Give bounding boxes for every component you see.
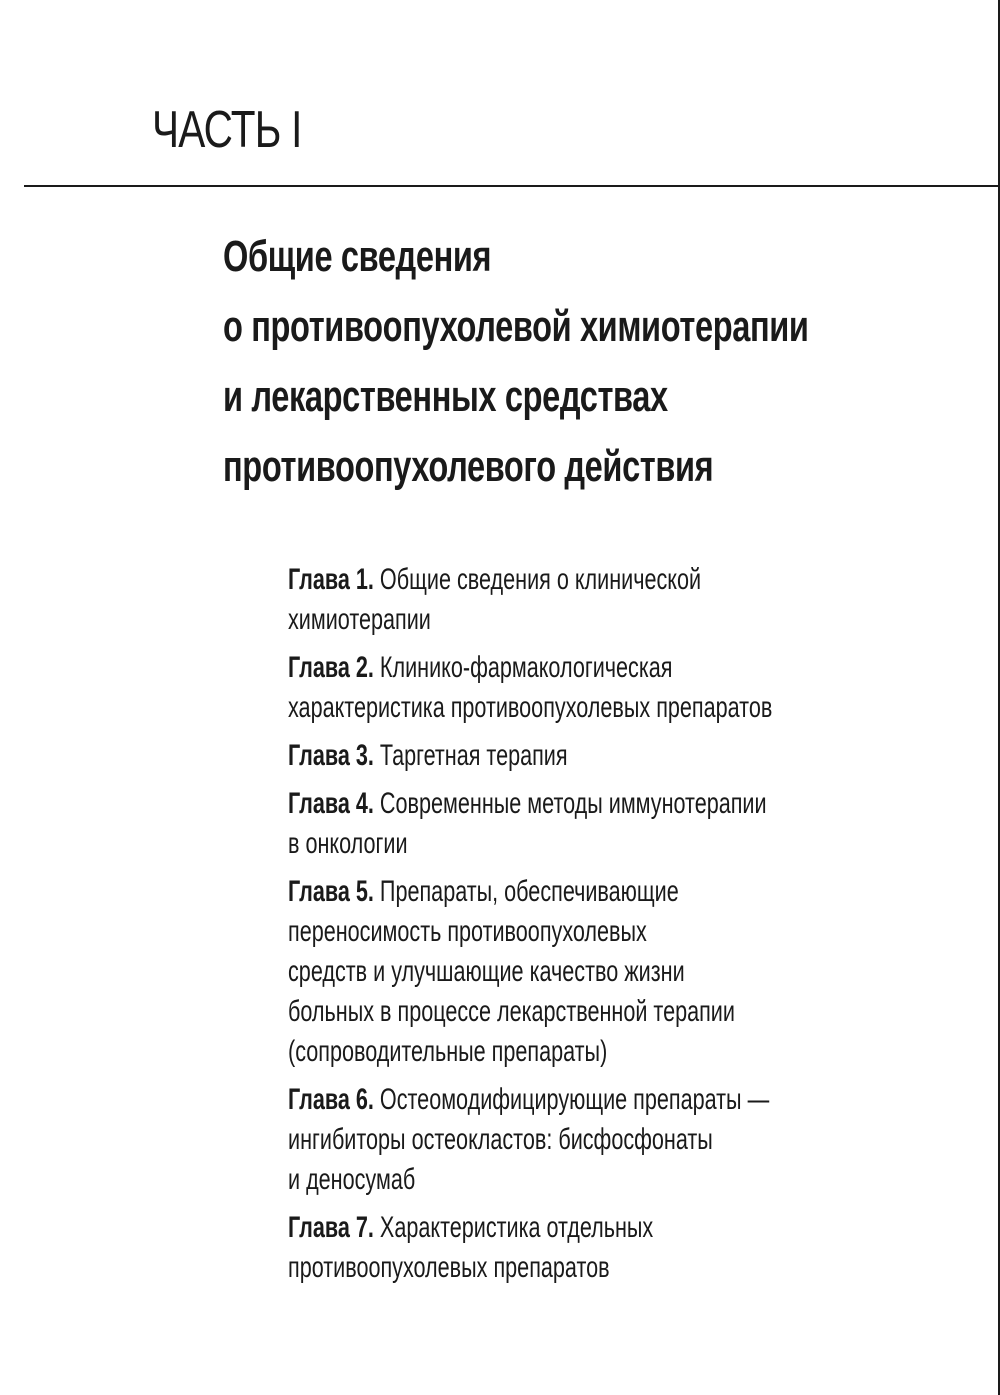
part-title-line: и лекарственных средствах bbox=[223, 372, 668, 421]
chapter-title-text: ингибиторы остеокластов: бисфосфонаты bbox=[288, 1123, 713, 1156]
chapter-title-text: Таргетная терапия bbox=[379, 739, 568, 772]
chapter-entry-6 bbox=[288, 1080, 936, 1200]
chapter-title-text: Препараты, обеспечивающие bbox=[379, 875, 679, 908]
chapter-title-text: в онкологии bbox=[288, 827, 408, 860]
part-label: ЧАСТЬ I bbox=[152, 101, 302, 159]
chapter-title-text: характеристика противоопухолевых препаратов bbox=[288, 691, 773, 724]
chapter-line bbox=[288, 784, 936, 824]
part-title-line: о противоопухолевой химиотерапии bbox=[223, 302, 809, 351]
chapter-title-text: Общие сведения о клинической bbox=[379, 563, 702, 596]
chapter-line bbox=[288, 648, 936, 688]
chapter-number: Глава 6. bbox=[288, 1083, 374, 1116]
chapter-title-text: противоопухолевых препаратов bbox=[288, 1251, 610, 1284]
chapter-line bbox=[288, 1080, 936, 1120]
chapter-title-text: Клинико-фармакологическая bbox=[379, 651, 673, 684]
chapter-number: Глава 3. bbox=[288, 739, 374, 772]
chapter-line bbox=[288, 872, 936, 912]
chapter-entry-4 bbox=[288, 784, 936, 864]
chapter-number: Глава 7. bbox=[288, 1211, 374, 1244]
chapter-title-text: больных в процессе лекарственной терапии bbox=[288, 995, 735, 1028]
chapter-title-text: и деносумаб bbox=[288, 1163, 416, 1196]
chapter-title-text: (сопроводительные препараты) bbox=[288, 1035, 608, 1068]
chapter-title-text: Современные методы иммунотерапии bbox=[379, 787, 767, 820]
chapter-entry-3 bbox=[288, 736, 936, 776]
chapter-number: Глава 5. bbox=[288, 875, 374, 908]
chapter-title-text: Характеристика отдельных bbox=[379, 1211, 654, 1244]
chapter-entry-5 bbox=[288, 872, 936, 1072]
part-title-line: противоопухолевого действия bbox=[223, 442, 714, 491]
chapter-title-text: химиотерапии bbox=[288, 603, 431, 636]
chapter-title-text: переносимость противоопухолевых bbox=[288, 915, 647, 948]
chapter-line bbox=[288, 736, 936, 776]
horizontal-rule bbox=[24, 185, 1000, 187]
part-title-line: Общие сведения bbox=[223, 232, 492, 281]
chapter-line bbox=[288, 560, 936, 600]
chapter-line bbox=[288, 1208, 936, 1248]
part-title bbox=[223, 222, 809, 502]
chapter-entry-2 bbox=[288, 648, 936, 728]
chapter-title-text: Остеомодифицирующие препараты — bbox=[379, 1083, 770, 1116]
chapter-number: Глава 1. bbox=[288, 563, 374, 596]
chapter-entry-7 bbox=[288, 1208, 936, 1288]
chapter-list bbox=[288, 560, 936, 1296]
chapter-title-text: средств и улучшающие качество жизни bbox=[288, 955, 685, 988]
chapter-number: Глава 2. bbox=[288, 651, 374, 684]
chapter-entry-1 bbox=[288, 560, 936, 640]
chapter-number: Глава 4. bbox=[288, 787, 374, 820]
